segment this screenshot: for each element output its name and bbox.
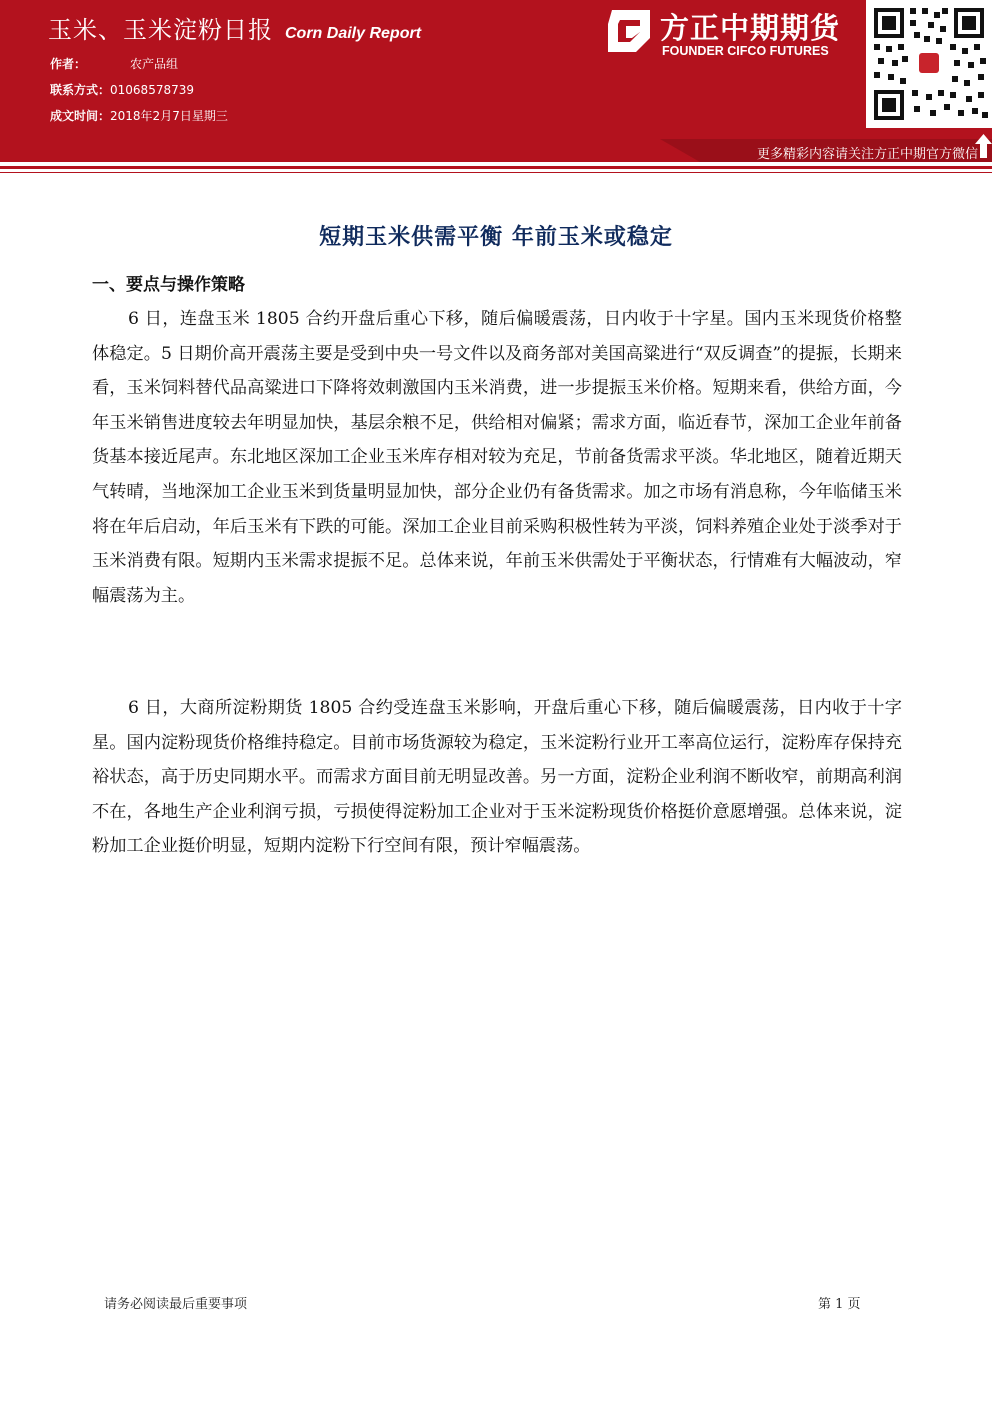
- logo-name-cn: 方正中期期货: [660, 11, 841, 45]
- document-title: 短期玉米供需平衡 年前玉米或稳定: [319, 225, 673, 250]
- header-divider: [0, 166, 992, 169]
- arrow-up-icon: [975, 134, 992, 158]
- logo-name-en: FOUNDER CIFCO FUTURES: [662, 44, 829, 58]
- report-title-cn: 玉米、玉米淀粉日报: [48, 16, 273, 44]
- footer-notice: 请务必阅读最后重要事项: [104, 1297, 248, 1312]
- page-number: 第 1 页: [818, 1297, 861, 1312]
- contact-value: 01068578739: [110, 83, 194, 97]
- contact-line: [50, 81, 194, 98]
- report-title: [48, 10, 421, 45]
- founder-logo-icon: [606, 8, 652, 54]
- contact-label: 联系方式：: [50, 83, 111, 97]
- company-logo: [606, 6, 862, 62]
- paragraph-corn: 6 日，连盘玉米 1805 合约开盘后重心下移，随后偏暖震荡，日内收于十字星。国内玉米现货价格整体稳定。5 日期价高开震荡主要是受到中央一号文件以及商务部对美国高粱进行“双反调查”的提振，长期来看，玉米饲料替代品高粱进口下降将效刺激国内玉米消费，进一步提振玉米价格。短期来看，供给方面，今年玉米销售进度较去年明显加快，基层余粮不足，供给相对偏紧；需求方面，临近春节，深加工企业年前备货基本接近尾声。东北地区深加工企业玉米库存相对较为充足，节前备货需求平淡。华北地区，随着近期天气转晴，当地深加工企业玉米到货量明显加快，部分企业仍有备货需求。加之市场有消息称，今年临储玉米将在年后启动，年后玉米有下跌的可能。深加工企业目前采购积极性转为平淡，饲料养殖企业处于淡季对于玉米消费有限。短期内玉米需求提振不足。总体来说，年前玉米供需处于平衡状态，行情难有大幅波动，窄幅震荡为主。: [92, 309, 902, 606]
- date-line: [50, 107, 228, 124]
- section-heading: 一、要点与操作策略: [92, 275, 245, 295]
- paragraph-starch: 6 日，大商所淀粉期货 1805 合约受连盘玉米影响，开盘后重心下移，随后偏暖震荡，日内收于十字星。国内淀粉现货价格维持稳定。目前市场货源较为稳定，玉米淀粉行业开工率高位运行，淀粉库存保持充裕状态，高于历史同期水平。而需求方面目前无明显改善。另一方面，淀粉企业利润不断收窄，前期高利润不在，各地生产企业利润亏损，亏损使得淀粉加工企业对于玉米淀粉现货价格挺价意愿增强。总体来说，淀粉加工企业挺价明显，短期内淀粉下行空间有限，预计窄幅震荡。: [92, 698, 902, 857]
- wechat-qr-code: [866, 0, 992, 128]
- date-label: 成文时间：: [50, 109, 111, 123]
- author-line: [50, 55, 178, 72]
- header-divider-thin: [0, 172, 992, 173]
- wechat-follow-note: 更多精彩内容请关注方正中期官方微信: [756, 147, 978, 162]
- date-value: 2018年2月7日星期三: [110, 109, 228, 123]
- author-label: 作者：: [50, 57, 87, 71]
- report-title-en: Corn Daily Report: [285, 25, 422, 42]
- author-value: 农产品组: [130, 57, 179, 71]
- report-header: [0, 0, 992, 162]
